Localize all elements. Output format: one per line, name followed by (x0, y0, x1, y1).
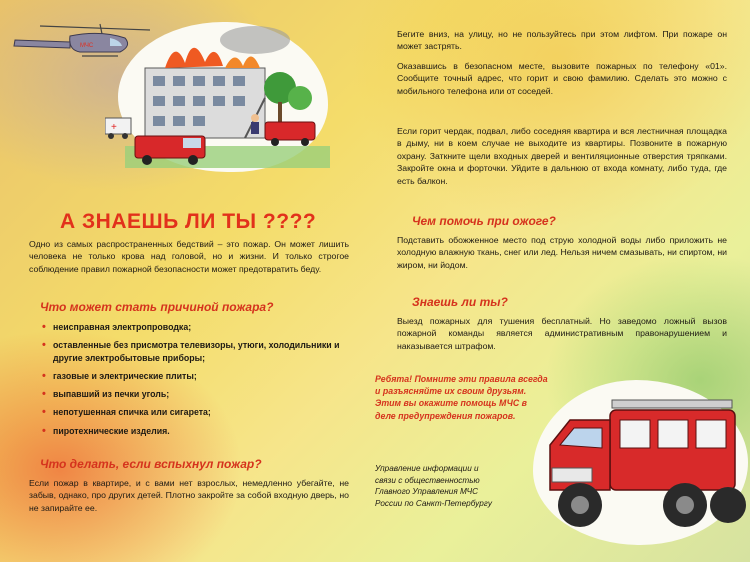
what-to-do-text: Если пожар в квартире, и с вами нет взрослых, немедленно убегайте, не забыв, однако, про других детей. Плотно закройте за собой входную дверь, но не запирайте ее. (29, 478, 349, 513)
paragraph-call: Оказавшись в безопасном месте, вызовите пожарных по телефону «01». Сообщите точный адрес, что горит и свою фамилию. Сделать это можно с мобильного телефона или от соседей. (397, 61, 727, 96)
list-item: • пиротехнические изделия. (42, 425, 354, 437)
fire-truck-drawing (540, 390, 750, 550)
list-item: • оставленные без присмотра телевизоры, утюги, холодильники и другие электробытовые приборы; (42, 339, 354, 364)
paragraph-attic: Если горит чердак, подвал, либо соседняя квартира и вся лестничная площадка в дыму, ни в коем случае не выходите из квартиры. Позвоните в пожарную охрану. Заткните щели входных дверей и вентиляционные отверстия тряпками. Закройте окна и форточки. Уйдите в дальнюю от входа комнату, либо туда, где есть балкон. (397, 126, 727, 186)
main-heading: А ЗНАЕШЬ ЛИ ТЫ ???? (60, 210, 317, 233)
burn-heading: Чем помочь при ожоге? (412, 214, 556, 228)
ambulance-cross: + (111, 122, 117, 133)
causes-list (42, 321, 354, 437)
burn-text: Подставить обожженное место под струю холодной воды либо приложить не холодную влажную ткань, снег или лед. Нельзя ничем смазывать, ни спиртом, ни жиром, ни йодом. (397, 235, 727, 270)
paragraph-lift: Бегите вниз, на улицу, но не пользуйтесь при этом лифтом. При пожаре он может застрять. (397, 29, 727, 52)
burning-building-drawing (105, 18, 345, 178)
intro-text: Одно из самых распространенных бедствий – это пожар. Он может лишить человека не только крова над головой, но и жизни. И только строгое соблюдение правил пожарной безопасности может предотвратить беду. (29, 239, 349, 274)
list-item: • неисправная электропроводка; (42, 321, 354, 333)
appeal-text: Ребята! Помните эти правила всегда и разъясняйте их своим друзьям. Этим вы окажите помощь МЧС в деле предупреждения пожаров. (375, 374, 548, 421)
causes-heading: Что может стать причиной пожара? (40, 300, 274, 314)
know-heading: Знаешь ли ты? (412, 295, 508, 309)
list-item: • газовые и электрические плиты; (42, 370, 354, 382)
credit-text: Управление информации и связи с общественностью Главного Управления МЧС России по Санкт-Петербургу (375, 464, 492, 508)
know-text: Выезд пожарных для тушения бесплатный. Но заведомо ложный вызов пожарной команды является административным правонарушением и наказывается штрафом. (397, 316, 727, 351)
what-to-do-heading: Что делать, если вспыхнул пожар? (40, 457, 262, 471)
helicopter-label: МЧС (80, 43, 94, 49)
list-item: • выпавший из печки уголь; (42, 388, 354, 400)
list-item: • непотушенная спичка или сигарета; (42, 406, 354, 418)
